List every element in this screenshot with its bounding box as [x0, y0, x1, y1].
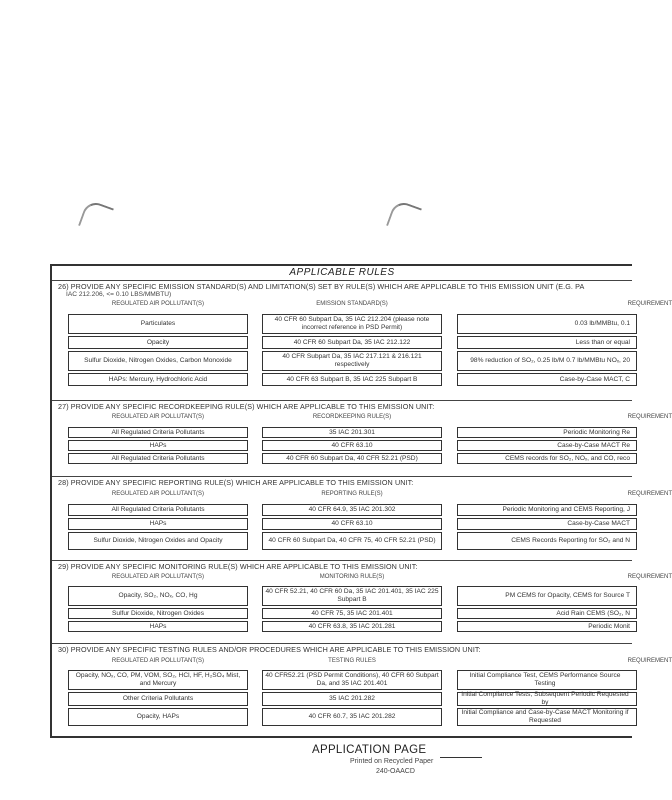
col-header-requirement: REQUIREMENT	[627, 414, 672, 420]
s27-rule-3: 40 CFR 60 Subpart Da, 40 CFR 52.21 (PSD)	[262, 453, 442, 464]
s30-requirement-1: Initial Compliance Test, CEMS Performance Source Testing	[457, 670, 637, 690]
s28-rule-3: 40 CFR 60 Subpart Da, 40 CFR 75, 40 CFR 52.21 (PSD)	[262, 532, 442, 550]
col-header-requirement: REQUIREMENT	[627, 658, 672, 664]
s26-requirement-4: Case-by-Case MACT, C	[457, 373, 637, 386]
col-header-pollutants: REGULATED AIR POLLUTANT(S)	[111, 491, 205, 497]
s28-requirement-2: Case-by-Case MACT	[457, 518, 637, 530]
hole-punch-mark-left	[78, 199, 114, 235]
s28-rule-1: 40 CFR 64.9, 35 IAC 201.302	[262, 504, 442, 516]
col-header-pollutants: REGULATED AIR POLLUTANT(S)	[111, 574, 205, 580]
s26-rule-1: 40 CFR 60 Subpart Da, 35 IAC 212.204 (please note incorrect reference in PSD Permit)	[262, 314, 442, 334]
hole-punch-mark-right	[386, 199, 422, 235]
s29-pollutant-3: HAPs	[68, 621, 248, 632]
col-header-requirement: REQUIREMENT	[627, 491, 672, 497]
recycled-paper-note: Printed on Recycled Paper	[350, 758, 434, 765]
s30-pollutant-1: Opacity, NOₓ, CO, PM, VOM, SO₂, HCl, HF, H₂SO₄ Mist, and Mercury	[68, 670, 248, 690]
s26-pollutant-3: Sulfur Dioxide, Nitrogen Oxides, Carbon Monoxide	[68, 351, 248, 371]
applicable-rules-form	[50, 264, 672, 738]
col-header-requirement: REQUIREMENT	[627, 301, 672, 307]
section-divider-27	[52, 400, 632, 401]
s27-pollutant-1: All Regulated Criteria Pollutants	[68, 427, 248, 438]
s26-rule-3: 40 CFR Subpart Da, 35 IAC 217.121 & 216.121 respectively	[262, 351, 442, 371]
s29-rule-3: 40 CFR 63.8, 35 IAC 201.281	[262, 621, 442, 632]
question-27: 27) PROVIDE ANY SPECIFIC RECORDKEEPING RULE(S) WHICH ARE APPLICABLE TO THIS EMISSION UNIT:	[58, 402, 435, 411]
s28-rule-2: 40 CFR 63.10	[262, 518, 442, 530]
s30-requirement-2: Initial Compliance Tests, Subsequent Periodic Requested by	[457, 692, 637, 706]
question-30: 30) PROVIDE ANY SPECIFIC TESTING RULES AND/OR PROCEDURES WHICH ARE APPLICABLE TO THIS EMISSION UNIT:	[58, 645, 481, 654]
question-28: 28) PROVIDE ANY SPECIFIC REPORTING RULE(S) WHICH ARE APPLICABLE TO THIS EMISSION UNIT:	[58, 478, 414, 487]
s29-pollutant-1: Opacity, SO₂, NOₓ, CO, Hg	[68, 586, 248, 606]
page-number-blank	[440, 757, 482, 758]
s27-pollutant-3: All Regulated Criteria Pollutants	[68, 453, 248, 464]
s30-requirement-3: Initial Compliance and Case-by-Case MACT Monitoring if Requested	[457, 708, 637, 726]
col-header-recordkeeping-rules: RECORDKEEPING RULE(S)	[312, 414, 392, 420]
s29-requirement-1: PM CEMS for Opacity, CEMS for Source T	[457, 586, 637, 606]
s30-rule-2: 35 IAC 201.282	[262, 692, 442, 706]
s28-pollutant-2: HAPs	[68, 518, 248, 530]
col-header-testing-rules: TESTING RULES	[328, 658, 376, 664]
s27-rule-1: 35 IAC 201.301	[262, 427, 442, 438]
s29-rule-1: 40 CFR 52.21, 40 CFR 60 Da, 35 IAC 201.401, 35 IAC 225 Subpart B	[262, 586, 442, 606]
s28-pollutant-1: All Regulated Criteria Pollutants	[68, 504, 248, 516]
s26-pollutant-4: HAPs: Mercury, Hydrochloric Acid	[68, 373, 248, 386]
title-divider	[52, 280, 632, 281]
application-page-label: APPLICATION PAGE	[312, 744, 427, 756]
s30-pollutant-3: Opacity, HAPs	[68, 708, 248, 726]
col-header-monitoring-rules: MONITORING RULE(S)	[319, 574, 385, 580]
col-header-pollutants: REGULATED AIR POLLUTANT(S)	[111, 301, 205, 307]
section-divider-28	[52, 476, 632, 477]
s28-requirement-3: CEMS Records Reporting for SO₂ and N	[457, 532, 637, 550]
s26-rule-2: 40 CFR 60 Subpart Da, 35 IAC 212.122	[262, 336, 442, 349]
section-divider-30	[52, 643, 632, 644]
s30-rule-1: 40 CFR52.21 (PSD Permit Conditions), 40 CFR 60 Subpart Da, and 35 IAC 201.401	[262, 670, 442, 690]
s27-requirement-2: Case-by-Case MACT Re	[457, 440, 637, 451]
col-header-requirement: REQUIREMENT	[627, 574, 672, 580]
col-header-reporting-rules: REPORTING RULE(S)	[321, 491, 383, 497]
s29-pollutant-2: Sulfur Dioxide, Nitrogen Oxides	[68, 608, 248, 619]
s26-pollutant-2: Opacity	[68, 336, 248, 349]
s30-pollutant-2: Other Criteria Pollutants	[68, 692, 248, 706]
question-26: 26) PROVIDE ANY SPECIFIC EMISSION STANDARD(S) AND LIMITATION(S) SET BY RULE(S) WHICH ARE APPLICABLE TO THIS EMISSION UNIT (E.G. PA	[58, 282, 585, 291]
col-header-emission-standards: EMISSION STANDARD(S)	[316, 301, 388, 307]
s29-rule-2: 40 CFR 75, 35 IAC 201.401	[262, 608, 442, 619]
question-26-example: IAC 212.206, <= 0.10 LBS/MMBTU)	[66, 291, 172, 298]
col-header-pollutants: REGULATED AIR POLLUTANT(S)	[111, 658, 205, 664]
form-number: 240-OAACD	[376, 768, 415, 775]
s27-requirement-1: Periodic Monitoring Re	[457, 427, 637, 438]
s27-requirement-3: CEMS records for SO₂, NOₓ, and CO, reco	[457, 453, 637, 464]
s26-requirement-1: 0.03 lb/MMBtu, 0.1	[457, 314, 637, 334]
s28-requirement-1: Periodic Monitoring and CEMS Reporting, J	[457, 504, 637, 516]
s29-requirement-2: Acid Rain CEMS (SO₂, N	[457, 608, 637, 619]
s26-pollutant-1: Particulates	[68, 314, 248, 334]
form-title: APPLICABLE RULES	[289, 267, 395, 278]
s30-rule-3: 40 CFR 60.7, 35 IAC 201.282	[262, 708, 442, 726]
s29-requirement-3: Periodic Monit	[457, 621, 637, 632]
s26-requirement-3: 98% reduction of SO₂, 0.25 lb/M 0.7 lb/MMBtu NOₓ, 20	[457, 351, 637, 371]
section-divider-29	[52, 560, 632, 561]
s26-rule-4: 40 CFR 63 Subpart B, 35 IAC 225 Subpart B	[262, 373, 442, 386]
question-29: 29) PROVIDE ANY SPECIFIC MONITORING RULE(S) WHICH ARE APPLICABLE TO THIS EMISSION UNIT:	[58, 562, 418, 571]
col-header-pollutants: REGULATED AIR POLLUTANT(S)	[111, 414, 205, 420]
s27-rule-2: 40 CFR 63.10	[262, 440, 442, 451]
s26-requirement-2: Less than or equal	[457, 336, 637, 349]
s27-pollutant-2: HAPs	[68, 440, 248, 451]
s28-pollutant-3: Sulfur Dioxide, Nitrogen Oxides and Opacity	[68, 532, 248, 550]
